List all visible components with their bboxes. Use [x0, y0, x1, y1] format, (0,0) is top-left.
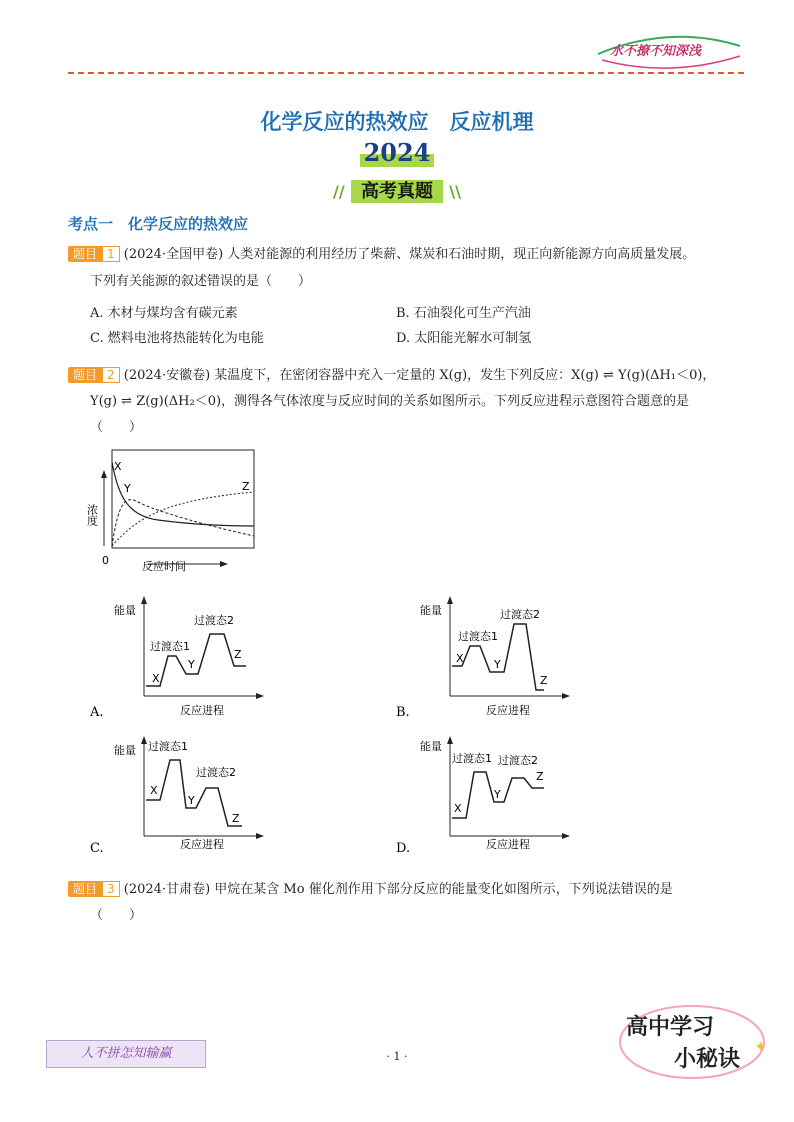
- header-divider: [68, 72, 744, 74]
- curve-x: [112, 462, 254, 526]
- option-label: D.: [396, 841, 411, 856]
- svg-text:过渡态2: 过渡态2: [500, 608, 540, 621]
- study-tips-badge: [612, 1002, 772, 1082]
- ylabel: 能量: [114, 604, 136, 617]
- svg-text:过渡态1: 过渡态1: [452, 752, 492, 765]
- svg-text:Z: Z: [234, 648, 242, 661]
- option-label: A.: [90, 705, 104, 720]
- option-label: B.: [396, 705, 410, 720]
- q1-line2: 下列有关能源的叙述错误的是（ ）: [90, 274, 312, 289]
- svg-text:过渡态1: 过渡态1: [148, 740, 188, 753]
- conc-label-y: Y: [124, 482, 131, 495]
- q1-option-b[interactable]: B. 石油裂化可生产汽油: [396, 306, 531, 321]
- q3-line2: （ ）: [90, 908, 143, 923]
- conc-label-x: X: [114, 460, 122, 473]
- svg-text:过渡态2: 过渡态2: [196, 766, 236, 779]
- concentration-graph: [85, 446, 268, 576]
- q3-line1: 题目 3 (2024·甘肃卷) 甲烷在某含 Mo 催化剂作用下部分反应的能量变化如图所示，下列说法错误的是: [68, 878, 673, 897]
- svg-text:过渡态1: 过渡态1: [458, 630, 498, 643]
- svg-text:Y: Y: [494, 658, 501, 671]
- svg-text:反应进程: 反应进程: [180, 838, 224, 851]
- svg-text:Y: Y: [494, 788, 501, 801]
- energy-graph-b: [394, 594, 574, 718]
- question-tag: 题目 3: [68, 880, 120, 897]
- q1-line1: 题目 1 (2024·全国甲卷) 人类对能源的利用经历了柴薪、煤炭和石油时期，现正向新能源方向高质量发展。: [68, 243, 695, 262]
- svg-text:能量: 能量: [420, 604, 442, 617]
- q2-line2: Y(g) ⇌ Z(g)(ΔH₂＜0)，测得各气体浓度与反应时间的关系如图所示。下列反应进程示意图符合题意的是: [90, 394, 690, 409]
- badge-line2: 小秘诀: [674, 1047, 741, 1072]
- q1-option-d[interactable]: D. 太阳能光解水可制氢: [396, 331, 532, 346]
- ts2: 过渡态2: [194, 614, 234, 627]
- svg-text:Z: Z: [232, 812, 240, 825]
- svg-text:反应进程: 反应进程: [486, 704, 530, 717]
- svg-text:反应进程: 反应进程: [180, 704, 224, 717]
- svg-text:Y: Y: [188, 794, 195, 807]
- section-heading: 考点一 化学反应的热效应: [68, 215, 249, 233]
- q1-option-c[interactable]: C. 燃料电池将热能转化为电能: [90, 331, 264, 346]
- conc-label-z: Z: [242, 480, 250, 493]
- svg-text:过渡态2: 过渡态2: [498, 754, 538, 767]
- footer-motto: 人不拼怎知输赢: [46, 1040, 206, 1068]
- svg-text:Z: Z: [536, 770, 544, 783]
- page-year: 2024: [0, 138, 794, 167]
- svg-text:Y: Y: [188, 658, 195, 671]
- badge-line1: 高中学习: [626, 1015, 715, 1040]
- energy-graph-d: [394, 734, 574, 858]
- svg-text:反应进程: 反应进程: [486, 838, 530, 851]
- energy-graph-c: [88, 734, 268, 858]
- page-number: · 1 ·: [386, 1050, 408, 1063]
- energy-graph-a: [88, 594, 268, 718]
- svg-text:X: X: [150, 784, 158, 797]
- header-logo-text: 水不撩不知深浅: [610, 44, 702, 59]
- svg-text:X: X: [456, 652, 464, 665]
- q2-line3: （ ）: [90, 420, 143, 435]
- option-label: C.: [90, 841, 104, 856]
- q1-option-a[interactable]: A. 木材与煤均含有碳元素: [90, 306, 238, 321]
- ts1: 过渡态1: [150, 640, 190, 653]
- header-logo: [590, 32, 750, 68]
- conc-ylabel: 浓度: [85, 504, 99, 526]
- svg-text:能量: 能量: [114, 744, 136, 757]
- q2-line1: 题目 2 (2024·安徽卷) 某温度下，在密闭容器中充入一定量的 X(g)，发生下列反应：X(g) ⇌ Y(g)(ΔH₁＜0)，: [68, 364, 715, 383]
- page-title: 化学反应的热效应 反应机理: [260, 110, 534, 134]
- svg-text:X: X: [454, 802, 462, 815]
- svg-text:X: X: [152, 672, 160, 685]
- sparkle-icon: ✦: [754, 1037, 768, 1056]
- question-tag: 题目 2: [68, 366, 120, 383]
- svg-text:Z: Z: [540, 674, 548, 687]
- question-tag: 题目 1: [68, 245, 120, 262]
- conc-origin: 0: [102, 554, 109, 567]
- svg-text:能量: 能量: [420, 740, 442, 753]
- conc-xlabel: 反应时间: [142, 560, 186, 573]
- page-subtitle: // 高考真题 \\: [333, 181, 461, 202]
